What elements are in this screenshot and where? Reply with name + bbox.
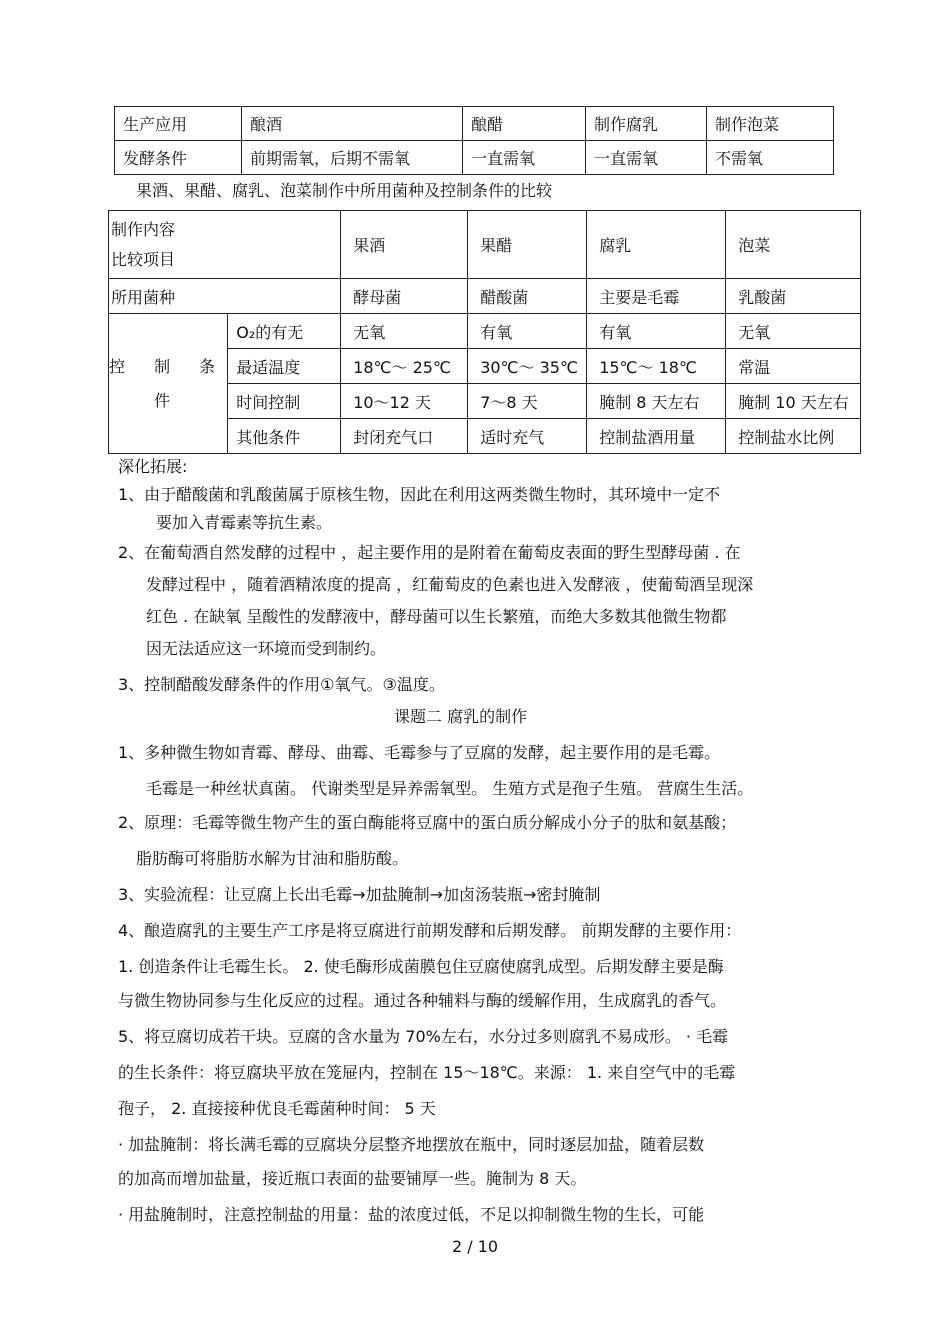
table-cell: 一直需氧: [586, 141, 707, 175]
table-cell: 制作腐乳: [586, 107, 707, 141]
paragraph-line: 孢子， 2. 直接接种优良毛霉菌种时间： 5 天: [118, 1099, 436, 1118]
paragraph-line: 3、控制醋酸发酵条件的作用①氧气。③温度。: [118, 675, 445, 694]
paragraph-line: 因无法适应这一环境而受到制约。: [146, 639, 387, 658]
column-header: 腐乳: [587, 211, 726, 279]
table-cell: 7～8 天: [468, 384, 587, 419]
fermentation-table: [114, 106, 834, 175]
lesson-title: 课题二 腐乳的制作: [394, 707, 528, 726]
row-label: 时间控制: [228, 384, 341, 419]
paragraph-line: · 用盐腌制时，注意控制盐的用量：盐的浓度过低，不足以抑制微生物的生长，可能: [118, 1205, 705, 1224]
row-label: O₂的有无: [228, 314, 341, 349]
table-row: [109, 314, 861, 349]
header-line-2: 比较项目: [111, 249, 176, 269]
paragraph-line: 1、多种微生物如青霉、酵母、曲霉、毛霉参与了豆腐的发酵，起主要作用的是毛霉。: [118, 743, 721, 762]
table-cell: 生产应用: [115, 107, 242, 141]
column-header: 果酒: [341, 211, 468, 279]
paragraph-line: 红色 . 在缺氧 呈酸性的发酵液中，酵母菌可以生长繁殖，而绝大多数其他微生物都: [146, 607, 727, 626]
table-cell: 酿酒: [242, 107, 463, 141]
table-cell: 一直需氧: [463, 141, 586, 175]
table-cell: 乳酸菌: [726, 279, 861, 314]
paragraph-line: 毛霉是一种丝状真菌。 代谢类型是异养需氧型。 生殖方式是孢子生殖。 营腐生生活。: [146, 779, 754, 798]
table-cell: 封闭充气口: [341, 419, 468, 454]
table-cell: 有氧: [587, 314, 726, 349]
table-caption: 果酒、果醋、腐乳、泡菜制作中所用菌种及控制条件的比较: [136, 181, 553, 200]
paragraph-line: 3、实验流程：让豆腐上长出毛霉→加盐腌制→加卤汤装瓶→密封腌制: [118, 885, 601, 904]
paragraph-line: 1. 创造条件让毛霉生长。 2. 使毛酶形成菌膜包住豆腐使腐乳成型。后期发酵主要是酶: [118, 957, 724, 976]
table-cell: 酿醋: [463, 107, 586, 141]
control-conditions-label: [109, 314, 228, 454]
table-cell: 前期需氧，后期不需氧: [242, 141, 463, 175]
paragraph-line: 5、将豆腐切成若干块。豆腐的含水量为 70%左右，水分过多则腐乳不易成形。 · 毛霉: [118, 1027, 729, 1046]
table-row: [115, 107, 834, 141]
table-cell: 有氧: [468, 314, 587, 349]
row-label: 其他条件: [228, 419, 341, 454]
table-cell: 发酵条件: [115, 141, 242, 175]
paragraph-line: 1、由于醋酸菌和乳酸菌属于原核生物，因此在利用这两类微生物时，其环境中一定不: [118, 485, 721, 504]
table-row: [115, 141, 834, 175]
column-header: 泡菜: [726, 211, 861, 279]
paragraph-line: 的生长条件：将豆腐块平放在笼屉内，控制在 15～18℃。来源： 1. 来自空气中的毛霉: [118, 1063, 736, 1082]
paragraph-line: 2、在葡萄酒自然发酵的过程中 ，起主要作用的是附着在葡萄皮表面的野生型酵母菌 . 在: [118, 543, 741, 562]
table-cell: 控制盐酒用量: [587, 419, 726, 454]
table-cell: 18℃～ 25℃: [341, 349, 468, 384]
table-cell: 30℃～ 35℃: [468, 349, 587, 384]
table-cell: 无氧: [341, 314, 468, 349]
table-cell: 醋酸菌: [468, 279, 587, 314]
paragraph-line: 要加入青霉素等抗生素。: [156, 513, 333, 532]
column-header: 果醋: [468, 211, 587, 279]
table-cell: 控制盐水比例: [726, 419, 861, 454]
paragraph-line: 脂肪酶可将脂肪水解为甘油和脂肪酸。: [136, 849, 409, 868]
comparison-table: [108, 210, 861, 454]
page-number: 2 / 10: [452, 1237, 499, 1256]
header-line-1: 制作内容: [111, 219, 176, 239]
paragraph-line: 4、酿造腐乳的主要生产工序是将豆腐进行前期发酵和后期发酵。 前期发酵的主要作用：: [118, 921, 742, 940]
table-cell: 主要是毛霉: [587, 279, 726, 314]
control-label-line-2: 件: [154, 390, 183, 410]
section-heading: 深化拓展:: [118, 457, 188, 476]
table-row: [109, 279, 861, 314]
table-cell: 制作泡菜: [707, 107, 834, 141]
table-cell: 不需氧: [707, 141, 834, 175]
row-label: 最适温度: [228, 349, 341, 384]
table-row: [109, 211, 861, 279]
paragraph-line: 与微生物协同参与生化反应的过程。通过各种辅料与酶的缓解作用，生成腐乳的香气。: [118, 991, 727, 1010]
table-cell: 酵母菌: [341, 279, 468, 314]
table-cell: 腌制 8 天左右: [587, 384, 726, 419]
table-cell: 10～12 天: [341, 384, 468, 419]
table-cell: 腌制 10 天左右: [726, 384, 861, 419]
table-cell: 常温: [726, 349, 861, 384]
paragraph-line: 发酵过程中 ，随着酒精浓度的提高 ，红葡萄皮的色素也进入发酵液 ，使葡萄酒呈现深: [146, 575, 754, 594]
row-label: 所用菌种: [109, 279, 341, 314]
table-cell: 无氧: [726, 314, 861, 349]
table-cell: 适时充气: [468, 419, 587, 454]
paragraph-line: 的加高而增加盐量，接近瓶口表面的盐要铺厚一些。腌制为 8 天。: [118, 1169, 587, 1188]
control-label-line-1: 控 制 条: [109, 356, 228, 376]
paragraph-line: · 加盐腌制：将长满毛霉的豆腐块分层整齐地摆放在瓶中，同时逐层加盐，随着层数: [118, 1135, 705, 1154]
paragraph-line: 2、原理：毛霉等微生物产生的蛋白酶能将豆腐中的蛋白质分解成小分子的肽和氨基酸；: [118, 813, 737, 832]
table-cell: 15℃～ 18℃: [587, 349, 726, 384]
table-header-corner: [109, 211, 341, 279]
